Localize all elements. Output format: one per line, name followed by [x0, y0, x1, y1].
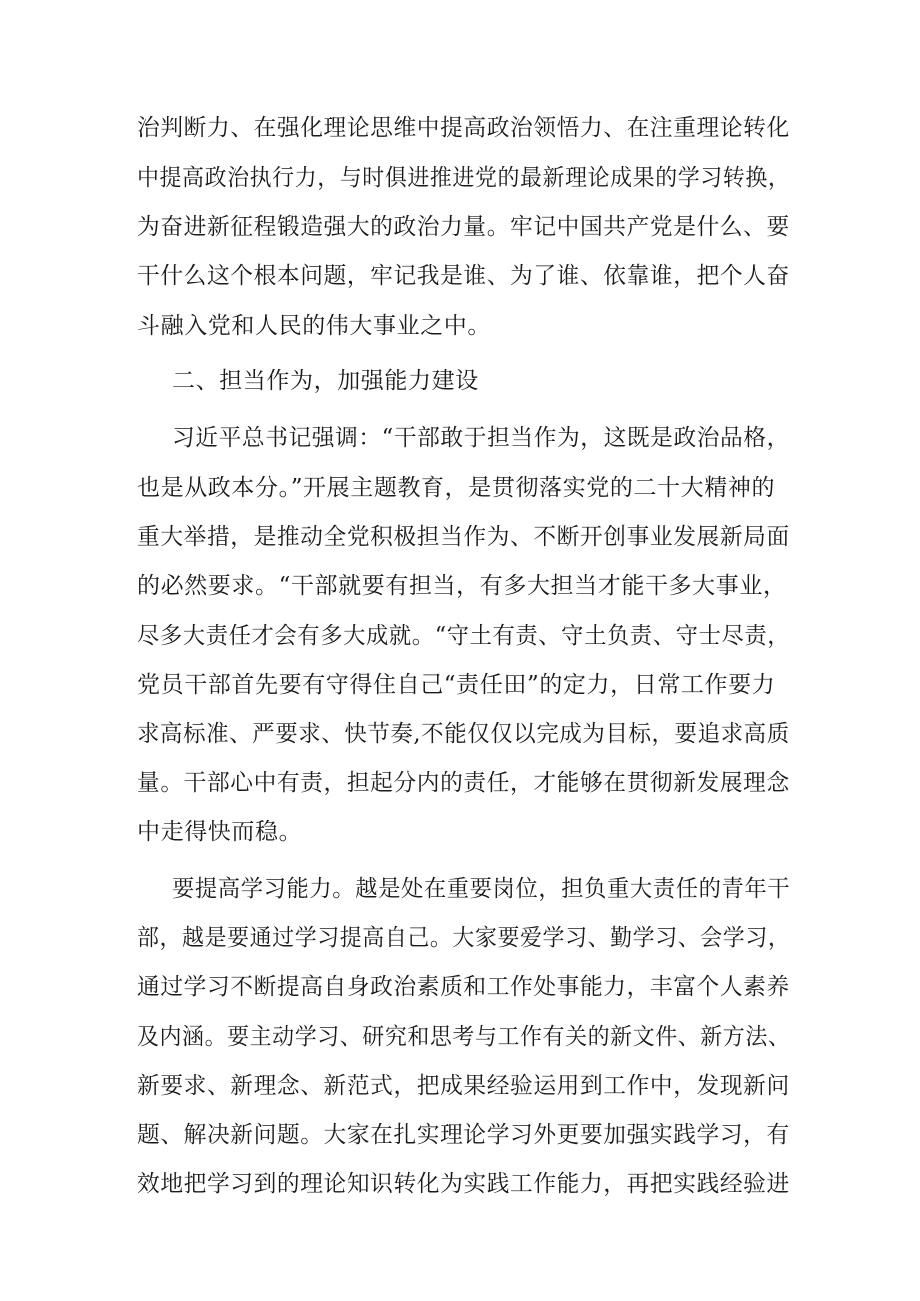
paragraph-line: 及内涵。要主动学习、研究和思考与工作有关的新文件、新方法、 [137, 1024, 791, 1050]
paragraph-line: 党员干部首先要有守得住自己“责任田”的定力，日常工作要力 [137, 672, 776, 698]
paragraph-line: 中走得快而稳。 [137, 819, 303, 845]
paragraph-line: 干什么这个根本问题，牢记我是谁、为了谁、依靠谁，把个人奋 [137, 263, 790, 289]
section-heading: 二、担当作为，加强能力建设 [172, 368, 479, 394]
paragraph-line: 通过学习不断提高自身政治素质和工作处事能力，丰富个人素养 [137, 974, 790, 1000]
paragraph-line: 题、解决新问题。大家在扎实理论学习外更要加强实践学习，有 [137, 1122, 790, 1148]
paragraph-line: 中提高政治执行力，与时俱进推进党的最新理论成果的学习转换， [137, 165, 791, 191]
paragraph-line: 效地把学习到的理论知识转化为实践工作能力，再把实践经验进 [137, 1171, 790, 1197]
paragraph-line: 求高标准、严要求、快节奏,不能仅仅以完成为目标，要追求高质 [137, 721, 790, 747]
paragraph-line: 量。干部心中有责，担起分内的责任，才能够在贯彻新发展理念 [137, 770, 790, 796]
paragraph-line: 尽多大责任才会有多大成就。“守土有责、守土负责、守士尽责， [137, 623, 791, 649]
paragraph-line: 重大举措，是推动全党积极担当作为、不断开创事业发展新局面 [137, 524, 790, 550]
paragraph-line: 的必然要求。“干部就要有担当，有多大担当才能干多大事业， [137, 573, 787, 599]
paragraph-line: 治判断力、在强化理论思维中提高政治领悟力、在注重理论转化 [137, 115, 790, 141]
paragraph-line: 部，越是要通过学习提高自己。大家要爱学习、勤学习、会学习， [137, 925, 791, 951]
paragraph-line: 也是从政本分。”开展主题教育，是贯彻落实党的二十大精神的 [137, 475, 776, 501]
paragraph-line: 为奋进新征程锻造强大的政治力量。牢记中国共产党是什么、要 [137, 214, 790, 240]
paragraph-line: 新要求、新理念、新范式，把成果经验运用到工作中，发现新问 [137, 1073, 790, 1099]
paragraph-line: 斗融入党和人民的伟大事业之中。 [137, 313, 491, 339]
paragraph-line: 要提高学习能力。越是处在重要岗位，担负重大责任的青年干 [172, 876, 791, 902]
paragraph-line: 习近平总书记强调：“干部敢于担当作为，这既是政治品格， [172, 425, 790, 451]
